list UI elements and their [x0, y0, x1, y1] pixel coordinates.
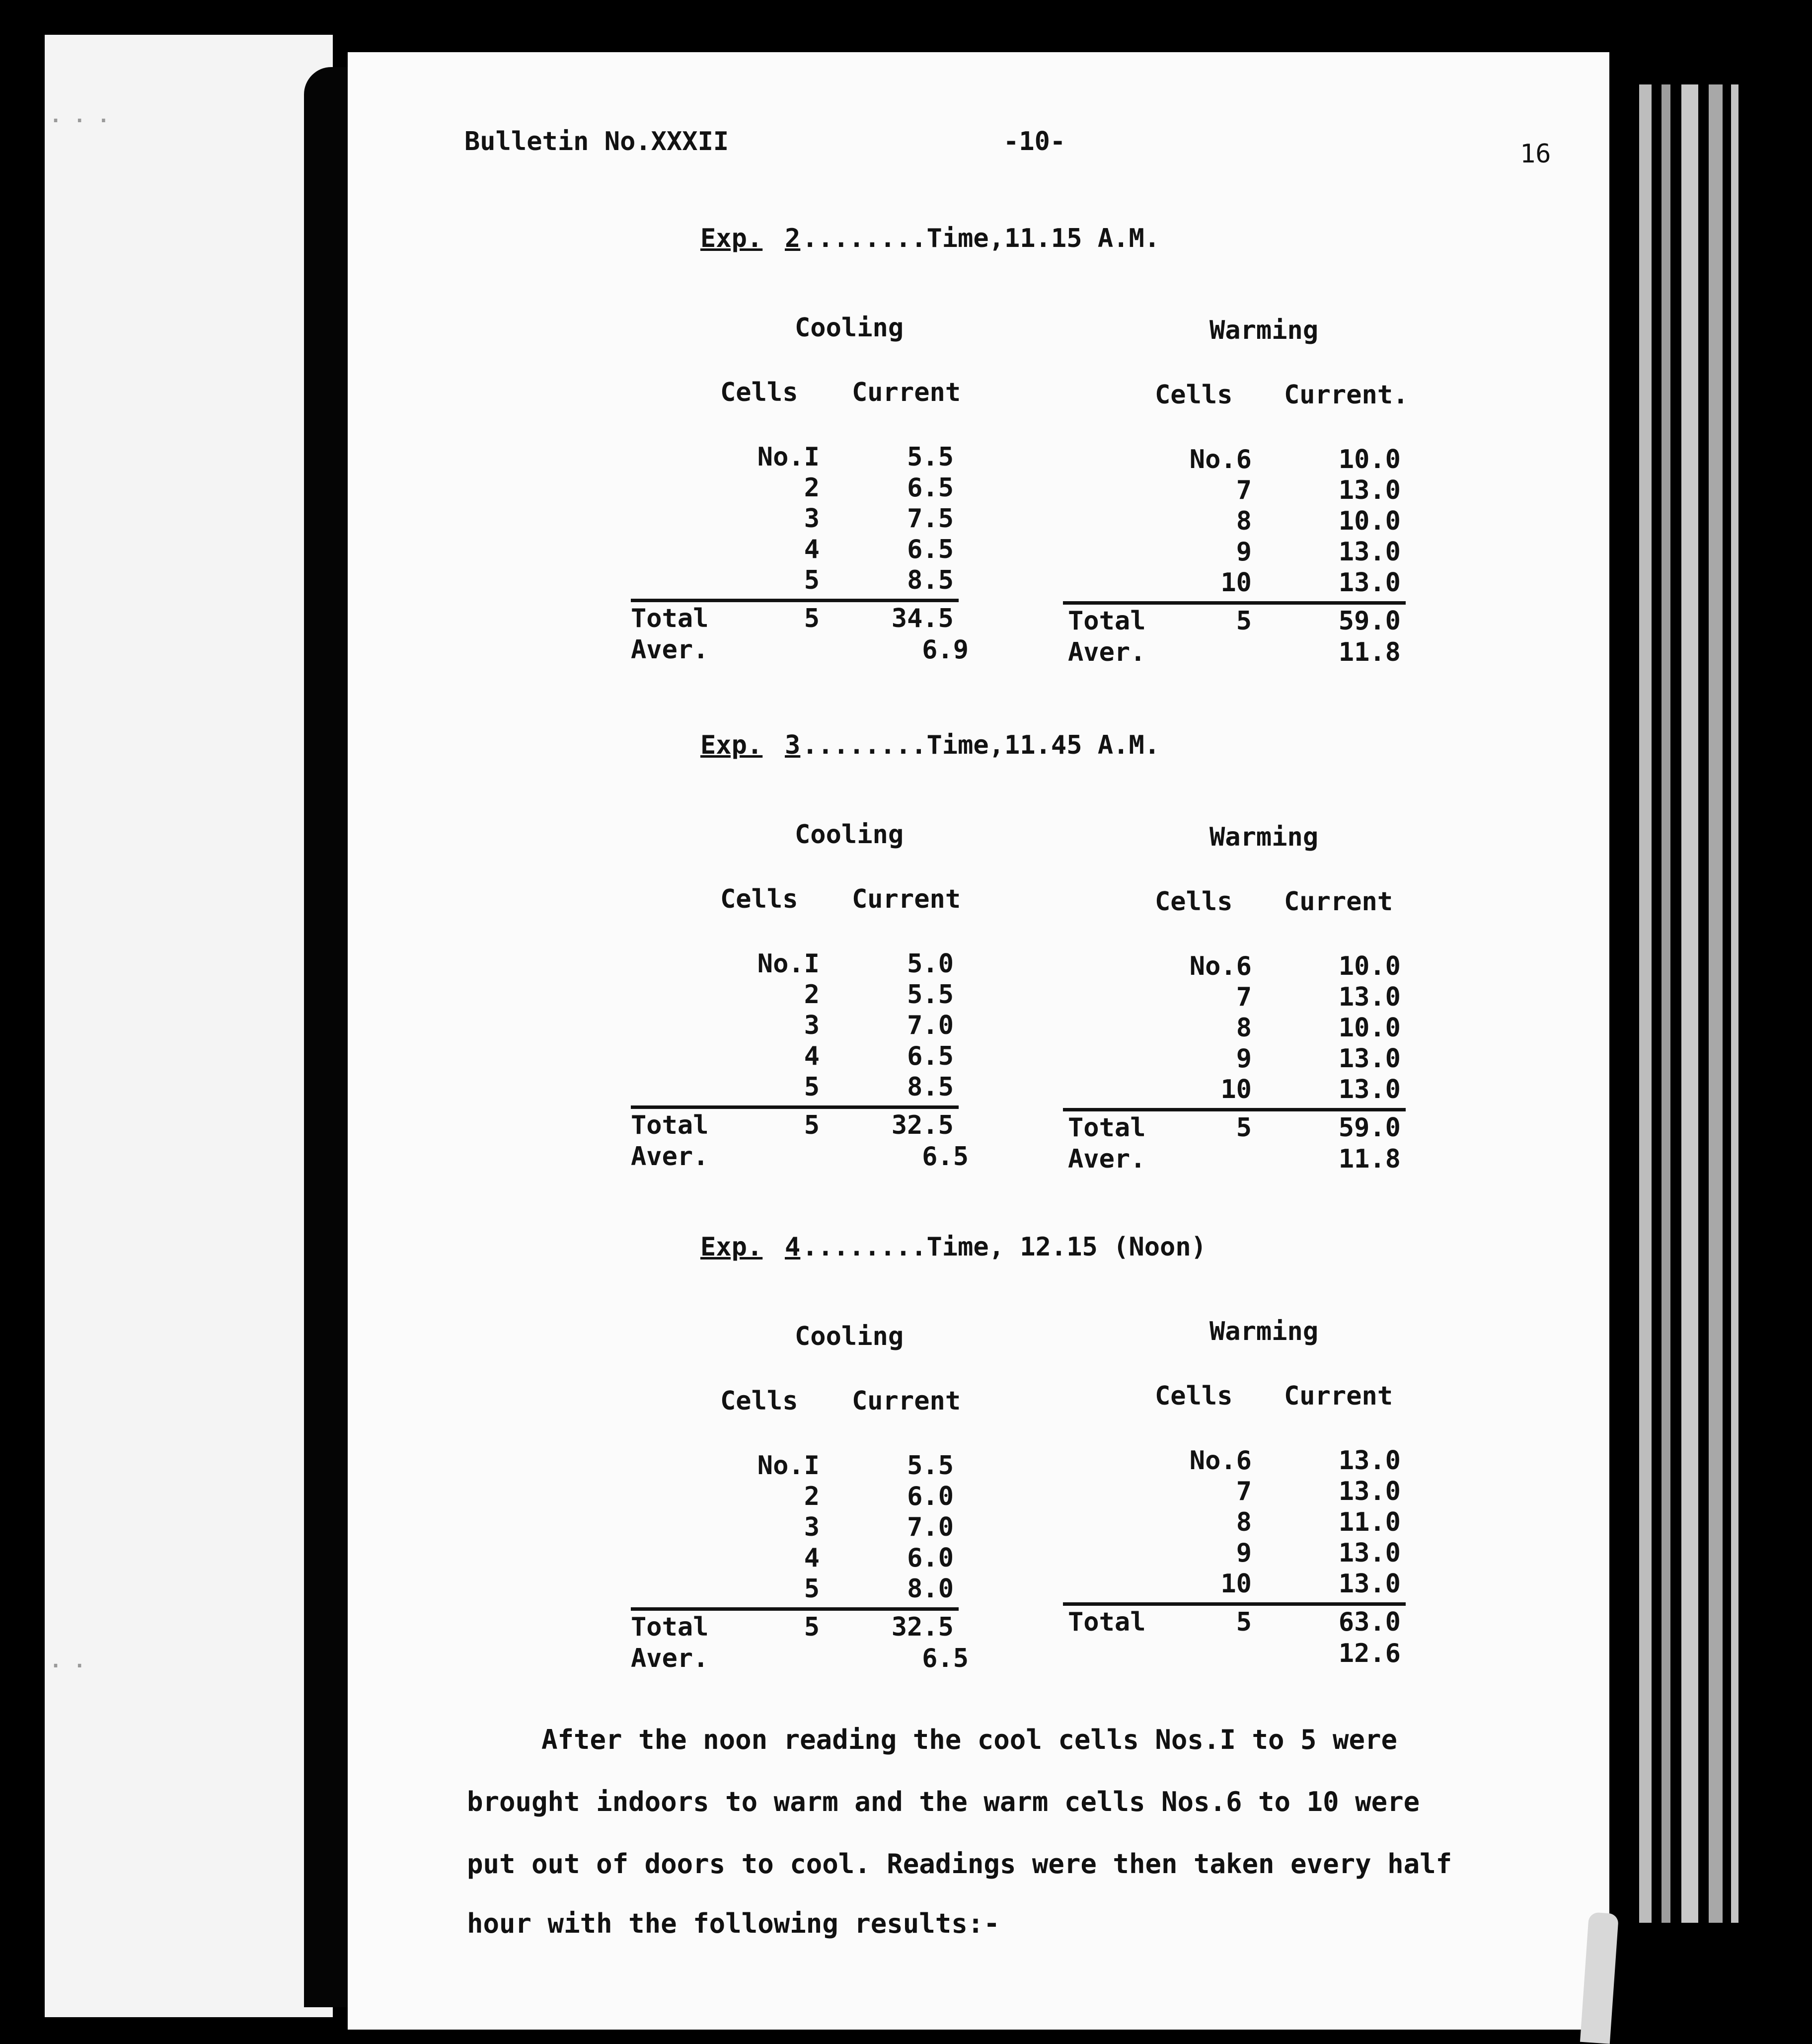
current-value: 10.0 [1338, 1013, 1401, 1043]
total-rule [631, 1105, 959, 1109]
cooling-title: Cooling [795, 820, 904, 850]
total-value: 32.5 [891, 1110, 954, 1140]
current-value: 13.0 [1338, 475, 1401, 505]
cell-label: 7 [1236, 982, 1252, 1012]
column-header-cells: Cells [720, 1386, 798, 1416]
cell-label: 8 [1236, 1013, 1252, 1043]
column-header-cells: Cells [1155, 1381, 1233, 1411]
total-rule [1063, 601, 1406, 605]
experiment-label: Exp. [700, 1232, 763, 1262]
column-header-cells: Cells [1155, 380, 1233, 410]
current-value: 8.0 [907, 1574, 954, 1604]
average-value: 12.6 [1338, 1639, 1401, 1668]
current-value: 10.0 [1338, 506, 1401, 536]
total-label: Total [1068, 1113, 1146, 1143]
average-label: Aver. [631, 1644, 709, 1673]
average-label: Aver. [631, 635, 709, 665]
page-edge [1709, 84, 1723, 1923]
page-edge [1639, 84, 1652, 1923]
total-label: Total [1068, 606, 1146, 636]
cell-label: 7 [1236, 475, 1252, 505]
average-label: Aver. [631, 1142, 709, 1172]
experiment-time: ........Time,11.45 A.M. [802, 730, 1160, 760]
cooling-title: Cooling [795, 313, 904, 343]
current-value: 7.0 [907, 1011, 954, 1040]
paragraph-line: hour with the following results:- [467, 1908, 1000, 1939]
current-value: 5.5 [907, 980, 954, 1010]
experiment-label: Exp. [700, 730, 763, 760]
current-value: 13.0 [1338, 1075, 1401, 1104]
cell-label: 4 [804, 1543, 820, 1573]
current-value: 13.0 [1338, 1446, 1401, 1476]
average-label: Aver. [1068, 637, 1146, 667]
column-header-cells: Cells [1155, 887, 1233, 917]
cell-label: 3 [804, 1011, 820, 1040]
cell-label: 4 [804, 535, 820, 564]
experiment-number: 3 [785, 730, 801, 760]
average-value: 6.5 [922, 1644, 969, 1673]
cell-label: 2 [804, 1482, 820, 1511]
current-value: 8.5 [907, 1072, 954, 1102]
current-value: 6.5 [907, 1041, 954, 1071]
current-value: 13.0 [1338, 568, 1401, 598]
current-value: 13.0 [1338, 1477, 1401, 1506]
cell-label: No.6 [1189, 1446, 1252, 1476]
current-value: 13.0 [1338, 537, 1401, 567]
column-header-current: Current [1284, 1381, 1393, 1411]
current-value: 11.0 [1338, 1507, 1401, 1537]
total-rule [631, 599, 959, 602]
current-value: 6.5 [907, 535, 954, 564]
column-header-current: Current [852, 1386, 961, 1416]
total-rule [631, 1607, 959, 1611]
total-value: 34.5 [891, 604, 954, 633]
total-label: Total [631, 1612, 709, 1642]
column-header-cells: Cells [720, 884, 798, 914]
cell-label: No.I [757, 442, 820, 472]
total-cells: 5 [1236, 1113, 1252, 1143]
cell-label: 3 [804, 1512, 820, 1542]
current-value: 6.0 [907, 1482, 954, 1511]
bleed-through-mark: . . . [50, 104, 110, 127]
current-value: 6.0 [907, 1543, 954, 1573]
cell-label: 9 [1236, 1538, 1252, 1568]
total-label: Total [1068, 1607, 1146, 1637]
paragraph-line: put out of doors to cool. Readings were then taken every half [467, 1848, 1452, 1880]
cell-label: 8 [1236, 1507, 1252, 1537]
bleed-through-mark: . . [50, 1650, 86, 1672]
total-value: 59.0 [1338, 1113, 1401, 1143]
warming-title: Warming [1209, 315, 1319, 345]
cell-label: No.I [757, 949, 820, 979]
total-cells: 5 [804, 1612, 820, 1642]
page-edge [1661, 84, 1670, 1923]
experiment-number: 4 [785, 1232, 801, 1262]
current-value: 13.0 [1338, 1538, 1401, 1568]
current-value: 13.0 [1338, 1044, 1401, 1074]
current-value: 6.5 [907, 473, 954, 503]
cell-label: 10 [1220, 1075, 1252, 1104]
total-cells: 5 [1236, 1607, 1252, 1637]
column-header-current: Current [852, 378, 961, 407]
bulletin-title: Bulletin No.XXXII [464, 127, 729, 157]
total-cells: 5 [1236, 606, 1252, 636]
current-value: 7.0 [907, 1512, 954, 1542]
experiment-label: Exp. [700, 224, 763, 253]
experiment-number: 2 [785, 224, 801, 253]
total-rule [1063, 1108, 1406, 1111]
cell-label: No.6 [1189, 445, 1252, 474]
cell-label: 5 [804, 565, 820, 595]
column-header-current: Current. [1284, 380, 1409, 410]
current-value: 13.0 [1338, 1569, 1401, 1599]
current-value: 10.0 [1338, 951, 1401, 981]
paragraph-line: brought indoors to warm and the warm cells Nos.6 to 10 were [467, 1786, 1420, 1817]
cell-label: 10 [1220, 1569, 1252, 1599]
total-cells: 5 [804, 604, 820, 633]
current-value: 5.0 [907, 949, 954, 979]
current-value: 13.0 [1338, 982, 1401, 1012]
experiment-time: ........Time,11.15 A.M. [802, 224, 1160, 253]
page-edge [1731, 84, 1738, 1923]
cell-label: 8 [1236, 506, 1252, 536]
average-value: 6.9 [922, 635, 969, 665]
current-value: 7.5 [907, 504, 954, 534]
total-value: 59.0 [1338, 606, 1401, 636]
cell-label: 9 [1236, 1044, 1252, 1074]
average-value: 6.5 [922, 1142, 969, 1172]
total-value: 32.5 [891, 1612, 954, 1642]
cell-label: 5 [804, 1072, 820, 1102]
cell-label: 4 [804, 1041, 820, 1071]
current-value: 5.5 [907, 442, 954, 472]
cell-label: No.I [757, 1451, 820, 1481]
cell-label: 7 [1236, 1477, 1252, 1506]
cell-label: 5 [804, 1574, 820, 1604]
cell-label: 2 [804, 473, 820, 503]
cooling-title: Cooling [795, 1322, 904, 1351]
column-header-cells: Cells [720, 378, 798, 407]
cell-label: 3 [804, 504, 820, 534]
experiment-time: ........Time, 12.15 (Noon) [802, 1232, 1207, 1262]
warming-title: Warming [1209, 1317, 1319, 1346]
left-facing-page [45, 35, 333, 2017]
current-value: 5.5 [907, 1451, 954, 1481]
cell-label: 9 [1236, 537, 1252, 567]
total-value: 63.0 [1338, 1607, 1401, 1637]
warming-title: Warming [1209, 822, 1319, 852]
cell-label: 2 [804, 980, 820, 1010]
cell-label: 10 [1220, 568, 1252, 598]
cell-label: No.6 [1189, 951, 1252, 981]
page-number: 16 [1520, 139, 1551, 169]
total-rule [1063, 1602, 1406, 1606]
page-edge [1681, 84, 1698, 1923]
total-label: Total [631, 604, 709, 633]
current-value: 8.5 [907, 565, 954, 595]
column-header-current: Current [852, 884, 961, 914]
column-header-current: Current [1284, 887, 1393, 917]
average-label: Aver. [1068, 1144, 1146, 1174]
average-value: 11.8 [1338, 637, 1401, 667]
average-value: 11.8 [1338, 1144, 1401, 1174]
current-value: 10.0 [1338, 445, 1401, 474]
page-center-number: -10- [1003, 127, 1066, 157]
paragraph-line: After the noon reading the cool cells Nos.I to 5 were [541, 1724, 1398, 1755]
total-cells: 5 [804, 1110, 820, 1140]
total-label: Total [631, 1110, 709, 1140]
